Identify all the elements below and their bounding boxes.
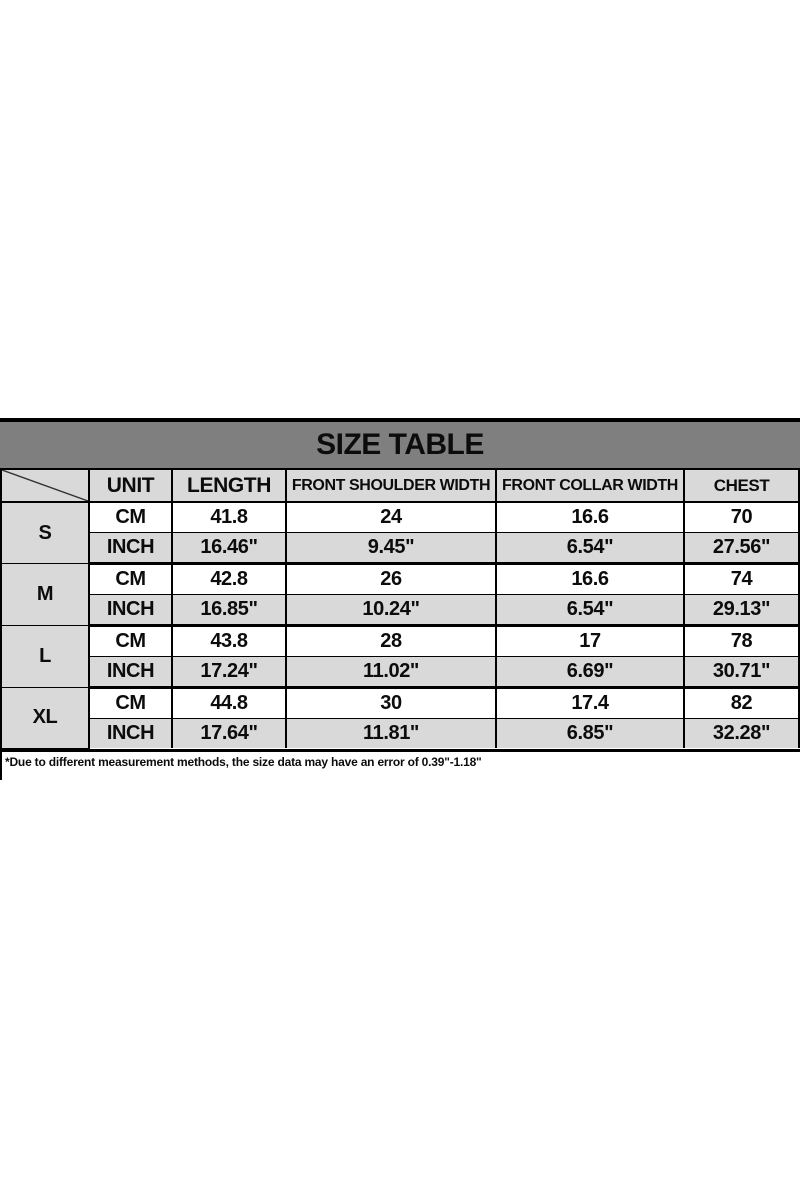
size-label-m: M	[1, 564, 89, 626]
size-chart-block	[0, 418, 800, 780]
table-row-l-cm	[1, 626, 799, 657]
table-row-m-inch	[1, 595, 799, 626]
corner-cell	[1, 470, 89, 502]
column-header-length: LENGTH	[172, 470, 286, 502]
value-cell: 6.54"	[496, 533, 684, 564]
size-label-l: L	[1, 626, 89, 688]
unit-label: INCH	[89, 657, 172, 688]
value-cell: 10.24"	[286, 595, 496, 626]
table-row-xl-cm	[1, 688, 799, 719]
value-cell: 6.69"	[496, 657, 684, 688]
column-header-unit: UNIT	[89, 470, 172, 502]
unit-label: CM	[89, 502, 172, 533]
header-row	[1, 470, 799, 502]
value-cell: 42.8	[172, 564, 286, 595]
value-cell: 6.54"	[496, 595, 684, 626]
value-cell: 74	[684, 564, 799, 595]
value-cell: 11.02"	[286, 657, 496, 688]
table-row-l-inch	[1, 657, 799, 688]
value-cell: 41.8	[172, 502, 286, 533]
value-cell: 16.46"	[172, 533, 286, 564]
value-cell: 28	[286, 626, 496, 657]
diagonal-line	[2, 470, 88, 501]
unit-label: CM	[89, 564, 172, 595]
column-header-front-shoulder-width: FRONT SHOULDER WIDTH	[286, 470, 496, 502]
value-cell: 82	[684, 688, 799, 719]
unit-label: CM	[89, 626, 172, 657]
value-cell: 30	[286, 688, 496, 719]
size-label-xl: XL	[1, 688, 89, 749]
table-row-s-cm	[1, 502, 799, 533]
column-header-front-collar-width: FRONT COLLAR WIDTH	[496, 470, 684, 502]
value-cell: 17	[496, 626, 684, 657]
value-cell: 6.85"	[496, 719, 684, 749]
unit-label: INCH	[89, 719, 172, 749]
value-cell: 44.8	[172, 688, 286, 719]
value-cell: 70	[684, 502, 799, 533]
value-cell: 16.85"	[172, 595, 286, 626]
table-row-s-inch	[1, 533, 799, 564]
column-header-chest: CHEST	[684, 470, 799, 502]
size-table-frame	[0, 418, 800, 752]
value-cell: 16.6	[496, 502, 684, 533]
value-cell: 9.45"	[286, 533, 496, 564]
table-row-xl-inch	[1, 719, 799, 749]
size-label-s: S	[1, 502, 89, 564]
size-table	[0, 470, 800, 749]
unit-label: INCH	[89, 595, 172, 626]
value-cell: 26	[286, 564, 496, 595]
size-table-title: SIZE TABLE	[0, 422, 800, 470]
table-row-m-cm	[1, 564, 799, 595]
value-cell: 29.13"	[684, 595, 799, 626]
value-cell: 27.56"	[684, 533, 799, 564]
size-disclaimer: *Due to different measurement methods, the size data may have an error of 0.39"-1.18"	[0, 752, 800, 780]
value-cell: 11.81"	[286, 719, 496, 749]
value-cell: 32.28"	[684, 719, 799, 749]
value-cell: 17.24"	[172, 657, 286, 688]
value-cell: 43.8	[172, 626, 286, 657]
value-cell: 17.64"	[172, 719, 286, 749]
value-cell: 24	[286, 502, 496, 533]
unit-label: INCH	[89, 533, 172, 564]
unit-label: CM	[89, 688, 172, 719]
value-cell: 78	[684, 626, 799, 657]
value-cell: 17.4	[496, 688, 684, 719]
value-cell: 16.6	[496, 564, 684, 595]
value-cell: 30.71"	[684, 657, 799, 688]
